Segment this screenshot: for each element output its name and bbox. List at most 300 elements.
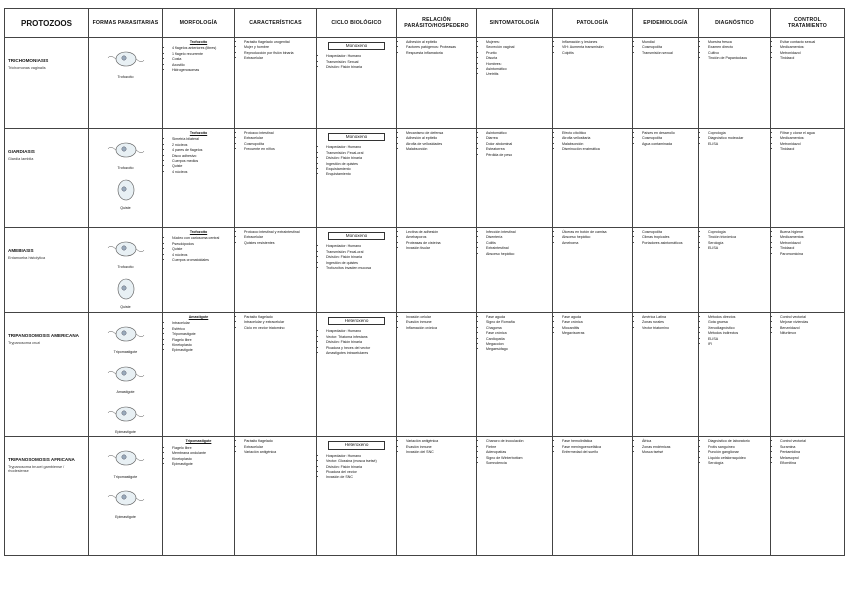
epidemiology-item: • Portadores asintomáticos	[642, 241, 695, 245]
symptoms-item: • Esteatorrea	[486, 147, 549, 151]
cycle-item: • Vector: Glossina (mosca tsetsé)	[326, 459, 393, 463]
cycle-item: • Picadura y heces del vector	[326, 346, 393, 350]
cycle-type-box: Heteroxeno	[328, 317, 385, 325]
epidemiology-item: • Países en desarrollo	[642, 131, 695, 135]
control-item: • Melarsoprol	[780, 456, 841, 460]
form-figure	[92, 274, 159, 310]
morphology-item: • Pseudópodos	[172, 242, 231, 246]
morphology-item: • Quiste	[172, 164, 231, 168]
forms-cell	[89, 129, 163, 228]
epidemiology-item: • Zonas rurales	[642, 320, 695, 324]
relation-list	[400, 131, 473, 152]
cycle-item: • División: Fisión binaria	[326, 65, 393, 69]
epidemiology-item: • Mundial	[642, 40, 695, 44]
morphology-item: • Flagelo libre	[172, 338, 231, 342]
form-figure	[92, 234, 159, 270]
symptoms-item: • Chancro de inoculación	[486, 439, 549, 443]
symptoms-item: • Prurito	[486, 51, 549, 55]
cycle-item: • División: Fisión binaria	[326, 255, 393, 259]
symptoms-item: • Colitis	[486, 241, 549, 245]
epidemiology-item: • Zonas endémicas	[642, 445, 695, 449]
col-header-formas: FORMAS PARASITARIAS	[89, 9, 163, 38]
epidemiology-item: • Cosmopolita	[642, 136, 695, 140]
morphology-item: • 2 núcleos	[172, 143, 231, 147]
diagnosis-item: • Frotis sanguíneo	[708, 445, 767, 449]
relation-item: • Amebaporos	[406, 235, 473, 239]
cycle-item: • Hospedador: Humano	[326, 145, 393, 149]
control-item: • Medicamentos:	[780, 235, 841, 239]
diagnosis-item: • ELISA	[708, 246, 767, 250]
morphology-title: Tripomastigote	[185, 439, 212, 444]
symptoms-item: • Somnolencia	[486, 461, 549, 465]
species-name: Trypanosoma brucei gambiense / rhodesiense	[8, 464, 65, 474]
characteristics-item: • Intracelular y extracelular	[244, 320, 313, 324]
morphology-title: Trofozoíto	[189, 230, 208, 234]
cycle-item: • Amastigotes intracelulares	[326, 351, 393, 355]
pathology-list	[556, 131, 629, 152]
col-header-patologia: PATOLOGÍA	[553, 9, 633, 38]
epidemiology-cell	[633, 129, 699, 228]
forms-cell	[89, 38, 163, 129]
characteristics-item: • Quistes resistentes	[244, 241, 313, 245]
cycle-item: • Ingestión de quistes	[326, 162, 393, 166]
diagnosis-cell	[699, 38, 771, 129]
morphology-item: • 4 flagelos anteriores (libres)	[172, 46, 231, 50]
diagnosis-item: • Punción ganglionar	[708, 450, 767, 454]
forms-cell	[89, 228, 163, 313]
cycle-item: • División: Fisión binaria	[326, 465, 393, 469]
form-label: Epimastigote	[115, 430, 136, 435]
epidemiology-item: • África	[642, 439, 695, 443]
symptoms-item: • Extraintestinal	[486, 246, 549, 250]
cyst-illustration	[106, 274, 146, 304]
symptoms-item: • Cardiopatía	[486, 337, 549, 341]
col-header-morfologia: MORFOLOGÍA	[163, 9, 235, 38]
form-label: Quiste	[120, 305, 131, 310]
control-cell	[771, 129, 845, 228]
diagnosis-item: • Gota gruesa	[708, 320, 767, 324]
control-item: • Control vectorial	[780, 315, 841, 319]
trophozoite-illustration	[106, 443, 146, 473]
cycle-item: • Enquistamiento	[326, 172, 393, 176]
morphology-list	[166, 236, 231, 262]
relation-item: • Mecanismo de defensa	[406, 131, 473, 135]
morphology-list	[166, 137, 231, 174]
pathology-list	[556, 439, 629, 454]
morphology-item: • Kinetoplasto	[172, 457, 231, 461]
morphology-list	[166, 321, 231, 352]
organism-cell	[5, 228, 89, 313]
control-list	[774, 439, 841, 465]
form-figure	[92, 483, 159, 519]
morphology-item: • Epimastigote	[172, 462, 231, 466]
cycle-cell	[317, 129, 397, 228]
morphology-item: • Membrana ondulante	[172, 451, 231, 455]
diagnosis-item: • Xenodiagnóstico	[708, 326, 767, 330]
form-label: Epimastigote	[115, 514, 136, 519]
characteristics-item: • Protozoo intestinal y extraintestinal	[244, 230, 313, 234]
control-cell	[771, 313, 845, 437]
control-item: • Nifurtimox	[780, 331, 841, 335]
characteristics-item: • Reproducción por fisión binaria	[244, 51, 313, 55]
diagnosis-item: • Líquido cefalorraquídeo	[708, 456, 767, 460]
pathology-item: • VIH: Aumenta transmisión	[562, 45, 629, 49]
symptoms-item: • Chagoma	[486, 326, 549, 330]
symptoms-item: • Disentería	[486, 235, 549, 239]
morphology-item: • Núcleo con cariosoma central	[172, 236, 231, 240]
characteristics-item: • Extracelular	[244, 235, 313, 239]
pathology-list	[556, 230, 629, 245]
symptoms-item: • Disuria	[486, 56, 549, 60]
cycle-item: • Hospedador: Humano	[326, 454, 393, 458]
characteristics-item: • Cosmopolita	[244, 142, 313, 146]
cycle-list	[320, 54, 393, 69]
control-item: • Tinidazol	[780, 246, 841, 250]
col-header-caracteristicas: CARACTERÍSTICAS	[235, 9, 317, 38]
relation-cell	[397, 313, 477, 437]
morphology-list	[166, 46, 231, 72]
morphology-item: • 4 núcleos	[172, 253, 231, 257]
diagnosis-item: • ELISA	[708, 142, 767, 146]
cycle-item: • Exquistamiento	[326, 167, 393, 171]
cycle-cell	[317, 313, 397, 437]
form-figure	[92, 399, 159, 435]
diagnosis-item: • Cultivo	[708, 51, 767, 55]
form-figure	[92, 443, 159, 479]
cycle-item: • Transmisión: Fecal-oral	[326, 250, 393, 254]
morphology-item: • Costa	[172, 57, 231, 61]
symptoms-item: • Mujeres:	[486, 40, 549, 44]
symptoms-cell	[477, 38, 553, 129]
organism-cell	[5, 437, 89, 556]
cycle-item: • Hospedador: Humano	[326, 54, 393, 58]
epidemiology-item: • Climas tropicales	[642, 235, 695, 239]
control-item: • Medicamentos:	[780, 45, 841, 49]
characteristics-item: • Extracelular	[244, 136, 313, 140]
morphology-item: • Epimastigote	[172, 348, 231, 352]
characteristics-list	[238, 439, 313, 454]
relation-item: • Adhesión al epitelio	[406, 40, 473, 44]
pathology-cell	[553, 228, 633, 313]
relation-item: • Factores patógenos: Proteasas	[406, 45, 473, 49]
symptoms-item: • Fiebre	[486, 445, 549, 449]
relation-list	[400, 230, 473, 251]
epidemiology-item: • Cosmopolita	[642, 45, 695, 49]
characteristics-cell	[235, 228, 317, 313]
relation-item: • Adhesión al epitelio	[406, 136, 473, 140]
cycle-type-box: Heteroxeno	[328, 441, 385, 449]
diagnosis-item: • ELISA	[708, 337, 767, 341]
trophozoite-illustration	[106, 359, 146, 389]
control-item: • Metronidazol	[780, 142, 841, 146]
epidemiology-item: • América Latina	[642, 315, 695, 319]
trophozoite-illustration	[106, 44, 146, 74]
morphology-list	[166, 446, 231, 467]
cycle-cell	[317, 437, 397, 556]
morphology-title: Trofozoíto	[189, 131, 208, 135]
control-list	[774, 315, 841, 336]
control-item: • Paromomicina	[780, 252, 841, 256]
pathology-item: • Enfermedad del sueño	[562, 450, 629, 454]
relation-cell	[397, 228, 477, 313]
protozoa-table	[4, 8, 845, 556]
relation-list	[400, 315, 473, 330]
diagnosis-item: • Diagnóstico molecular	[708, 136, 767, 140]
characteristics-item: • Protozoo intestinal	[244, 131, 313, 135]
symptoms-item: • Signo de Romaña	[486, 320, 549, 324]
morphology-title: Trofozoíto	[189, 40, 208, 44]
cycle-list	[320, 145, 393, 176]
pathology-item: • Fase meningoencefálica	[562, 445, 629, 449]
pathology-item: • Fase aguda	[562, 315, 629, 319]
symptoms-cell	[477, 228, 553, 313]
pathology-item: • Malabsorción	[562, 142, 629, 146]
control-item: • Benznidazol	[780, 326, 841, 330]
form-label: Trofozoíto	[117, 166, 134, 171]
trophozoite-illustration	[106, 319, 146, 349]
disease-name: GIARDIASIS	[8, 149, 35, 154]
pathology-item: • Atrofia vellositaria	[562, 136, 629, 140]
forms-cell	[89, 313, 163, 437]
characteristics-cell	[235, 129, 317, 228]
control-item: • Metronidazol	[780, 241, 841, 245]
relation-item: • Invasión tisular	[406, 246, 473, 250]
characteristics-item: • Ciclo en vector triatomino	[244, 326, 313, 330]
diagnosis-item: • Tinción tricrómica	[708, 235, 767, 239]
symptoms-cell	[477, 313, 553, 437]
form-label: Amastigote	[116, 390, 135, 395]
cyst-illustration	[106, 175, 146, 205]
protozoa-row	[5, 129, 845, 228]
diagnosis-list	[702, 439, 767, 465]
trophozoite-illustration	[106, 399, 146, 429]
epidemiology-item: • Vector triatomino	[642, 326, 695, 330]
symptoms-list	[480, 230, 549, 256]
disease-name: AMEBIASIS	[8, 248, 34, 253]
control-item: • Medicamentos:	[780, 136, 841, 140]
protozoa-row	[5, 437, 845, 556]
morphology-item: • Simetría bilateral	[172, 137, 231, 141]
diagnosis-cell	[699, 437, 771, 556]
cycle-item: • Trofozoítos invaden mucosa	[326, 266, 393, 270]
diagnosis-item: • Examen directo	[708, 45, 767, 49]
pathology-cell	[553, 313, 633, 437]
epidemiology-cell	[633, 313, 699, 437]
symptoms-item: • Secreción vaginal	[486, 45, 549, 49]
form-figure	[92, 44, 159, 80]
relation-item: • Proteasas de cisteína	[406, 241, 473, 245]
characteristics-cell	[235, 38, 317, 129]
pathology-item: • Megavísceras	[562, 331, 629, 335]
species-name: Entamoeba histolytica	[8, 255, 46, 260]
forms-cell	[89, 437, 163, 556]
form-figure	[92, 359, 159, 395]
symptoms-item: • Uretritis	[486, 72, 549, 76]
form-label: Quiste	[120, 206, 131, 211]
col-header-diagnostico: DIAGNÓSTICO	[699, 9, 771, 38]
diagnosis-cell	[699, 313, 771, 437]
protozoa-row	[5, 38, 845, 129]
protozoa-row	[5, 228, 845, 313]
cycle-list	[320, 244, 393, 270]
characteristics-item: • Mujer y hombre	[244, 45, 313, 49]
symptoms-item: • Absceso hepático	[486, 252, 549, 256]
protozoa-row	[5, 313, 845, 437]
epidemiology-list	[636, 315, 695, 330]
symptoms-item: • Signo de Winterbottom	[486, 456, 549, 460]
morphology-cell	[163, 437, 235, 556]
symptoms-list	[480, 40, 549, 77]
organism-cell	[5, 129, 89, 228]
organism-cell	[5, 38, 89, 129]
relation-list	[400, 439, 473, 454]
morphology-item: • 4 núcleos	[172, 170, 231, 174]
pathology-item: • Úlceras en botón de camisa	[562, 230, 629, 234]
species-name: Trichomonas vaginalis	[8, 65, 46, 70]
morphology-item: • Quiste	[172, 247, 231, 251]
relation-item: • Lectina de adhesión	[406, 230, 473, 234]
cycle-item: • Hospedador: Humano	[326, 244, 393, 248]
pathology-item: • Fase hemolinfática	[562, 439, 629, 443]
characteristics-cell	[235, 437, 317, 556]
table-body	[5, 38, 845, 556]
diagnosis-item: • Métodos indirectos	[708, 331, 767, 335]
pathology-item: • Miocarditis	[562, 326, 629, 330]
morphology-item: • Cuerpos cromatoidales	[172, 258, 231, 262]
diagnosis-item: • Diagnóstico de laboratorio	[708, 439, 767, 443]
control-item: • Tinidazol	[780, 56, 841, 60]
pathology-cell	[553, 38, 633, 129]
cycle-list	[320, 454, 393, 480]
relation-list	[400, 40, 473, 55]
morphology-item: • Esférico	[172, 327, 231, 331]
diagnosis-list	[702, 315, 767, 346]
relation-item: • Variación antigénica	[406, 439, 473, 443]
relation-item: • Invasión del SNC	[406, 450, 473, 454]
diagnosis-cell	[699, 129, 771, 228]
relation-cell	[397, 437, 477, 556]
symptoms-item: • Fase crónica	[486, 331, 549, 335]
morphology-cell	[163, 38, 235, 129]
diagnosis-item: • Coprología	[708, 131, 767, 135]
relation-item: • Evasión inmune	[406, 445, 473, 449]
symptoms-list	[480, 439, 549, 465]
symptoms-item: • Fase aguda	[486, 315, 549, 319]
symptoms-item: • Megacolon	[486, 342, 549, 346]
diagnosis-item: • Serología	[708, 241, 767, 245]
diagnosis-item: • IFI	[708, 342, 767, 346]
form-figure	[92, 175, 159, 211]
pathology-list	[556, 40, 629, 55]
epidemiology-list	[636, 439, 695, 454]
epidemiology-item: • Transmisión sexual	[642, 51, 695, 55]
form-label: Tripomastigote	[113, 474, 138, 479]
cycle-cell	[317, 228, 397, 313]
relation-item: • Malabsorción	[406, 147, 473, 151]
pathology-item: • Ameboma	[562, 241, 629, 245]
trophozoite-illustration	[106, 234, 146, 264]
epidemiology-cell	[633, 437, 699, 556]
morphology-item: • 4 pares de flagelos	[172, 148, 231, 152]
pathology-item: • Efecto citolítico	[562, 131, 629, 135]
relation-item: • Atrofia de vellosidades	[406, 142, 473, 146]
col-header-relacion: RELACIÓN PARÁSITO/HOSPEDERO	[397, 9, 477, 38]
disease-name: TRICHOMONIASIS	[8, 58, 49, 63]
symptoms-item: • Megaesófago	[486, 347, 549, 351]
control-item: • Buena higiene	[780, 230, 841, 234]
characteristics-item: • Extracelular	[244, 445, 313, 449]
diagnosis-item: • Serología	[708, 461, 767, 465]
control-list	[774, 40, 841, 61]
morphology-item: • Cuerpos medios	[172, 159, 231, 163]
diagnosis-cell	[699, 228, 771, 313]
pathology-item: • Fase crónica	[562, 320, 629, 324]
control-item: • Suramina	[780, 445, 841, 449]
form-figure	[92, 135, 159, 171]
morphology-title: Amastigote	[188, 315, 209, 319]
symptoms-item: • Asintomático	[486, 67, 549, 71]
relation-item: • Evasión inmune	[406, 320, 473, 324]
species-name: Trypanosoma cruzi	[8, 340, 41, 345]
cycle-item: • División: Fisión binaria	[326, 156, 393, 160]
morphology-item: • Kinetoplasto	[172, 343, 231, 347]
pathology-cell	[553, 437, 633, 556]
relation-item: • Invasión celular	[406, 315, 473, 319]
pathology-item: • Inflamación y lesiones	[562, 40, 629, 44]
symptoms-list	[480, 315, 549, 352]
morphology-cell	[163, 228, 235, 313]
disease-name: TRIPANOSOMOSIS AMERICANA	[8, 333, 79, 338]
diagnosis-item: • Coprología	[708, 230, 767, 234]
epidemiology-cell	[633, 228, 699, 313]
cycle-item: • División: Fisión binaria	[326, 340, 393, 344]
form-label: Trofozoíto	[117, 75, 134, 80]
col-header-sintomatologia: SINTOMATOLOGÍA	[477, 9, 553, 38]
diagnosis-list	[702, 40, 767, 61]
pathology-item: • Absceso hepático	[562, 235, 629, 239]
relation-cell	[397, 38, 477, 129]
col-header-epidemiologia: EPIDEMIOLOGÍA	[633, 9, 699, 38]
morphology-item: • Flagelo libre	[172, 446, 231, 450]
characteristics-item: • Parásito flagelado	[244, 315, 313, 319]
diagnosis-item: • Muestra fresca	[708, 40, 767, 44]
pathology-cell	[553, 129, 633, 228]
morphology-item: • Tripomastigote	[172, 332, 231, 336]
disease-name: TRIPANOSOMOSIS AFRICANA	[8, 457, 75, 463]
pathology-item: • Colpitis	[562, 51, 629, 55]
epidemiology-cell	[633, 38, 699, 129]
col-header-ciclo: CICLO BIOLÓGICO	[317, 9, 397, 38]
diagnosis-list	[702, 230, 767, 251]
morphology-cell	[163, 129, 235, 228]
diagnosis-item: • Tinción de Papanicolaou	[708, 56, 767, 60]
symptoms-item: • Asintomático	[486, 131, 549, 135]
characteristics-item: • Extracelular	[244, 56, 313, 60]
control-item: • Tinidazol	[780, 147, 841, 151]
characteristics-list	[238, 230, 313, 245]
characteristics-item: • Variación antigénica	[244, 450, 313, 454]
cycle-item: • Picadura del vector	[326, 470, 393, 474]
control-item: • Mejorar viviendas	[780, 320, 841, 324]
epidemiology-item: • Cosmopolita	[642, 230, 695, 234]
epidemiology-item: • Mosca tsetsé	[642, 450, 695, 454]
cycle-list	[320, 329, 393, 355]
control-item: • Evitar contacto sexual	[780, 40, 841, 44]
epidemiology-list	[636, 230, 695, 245]
cycle-item: • Invasión de SNC	[326, 475, 393, 479]
cycle-item: • Transmisión: Sexual	[326, 60, 393, 64]
pathology-list	[556, 315, 629, 336]
